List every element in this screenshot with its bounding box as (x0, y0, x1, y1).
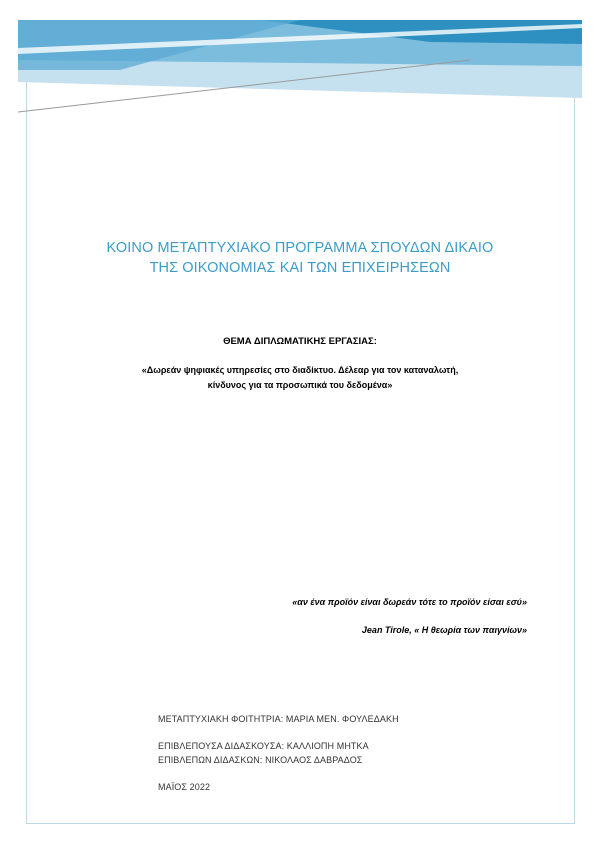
thesis-title-line-2: κίνδυνος για τα προσωπικά του δεδομένα» (207, 380, 393, 390)
decorative-banner (0, 0, 600, 140)
thesis-heading: ΘΕΜΑ ΔΙΠΛΩΜΑΤΙΚΗΣ ΕΡΓΑΣΙΑΣ: (223, 336, 377, 347)
supervisor-line: ΕΠΙΒΛΕΠΟΥΣΑ ΔΙΔΑΣΚΟΥΣΑ: ΚΑΛΛΙΟΠΗ ΜΗΤΚΑ (158, 741, 369, 751)
epigraph-source: Jean Tirole, « Η θεωρία των παιγνίων» (361, 625, 527, 635)
program-title-line-1: ΚΟΙΝΟ ΜΕΤΑΠΤΥΧΙΑΚΟ ΠΡΟΓΡΑΜΜΑ ΣΠΟΥΔΩΝ ΔΙΚΑΙΟ (106, 240, 494, 256)
program-title (0, 238, 600, 278)
student-line: ΜΕΤΑΠΤΥΧΙΑΚΗ ΦΟΙΤΗΤΡΙΑ: ΜΑΡΙΑ ΜΕΝ. ΦΟΥΛΕΔΑΚΗ (158, 714, 399, 724)
thesis-title-line-1: «Δωρεάν ψηφιακές υπηρεσίες στο διαδίκτυο. Δέλεαρ για τον καταναλωτή, (141, 365, 459, 375)
date-line: ΜΑΪΟΣ 2022 (158, 782, 211, 792)
co-supervisor-line: ΕΠΙΒΛΕΠΩΝ ΔΙΔΑΣΚΩΝ: ΝΙΚΟΛΑΟΣ ΔΑΒΡΑΔΟΣ (158, 755, 363, 765)
thesis-title (0, 363, 600, 393)
program-title-line-2: ΤΗΣ ΟΙΚΟΝΟΜΙΑΣ ΚΑΙ ΤΩΝ ΕΠΙΧΕΙΡΗΣΕΩΝ (149, 260, 451, 276)
page-border-frame (26, 20, 575, 824)
epigraph-quote: «αν ένα προϊόν είναι δωρεάν τότε το προϊόν είσαι εσύ» (292, 597, 527, 607)
